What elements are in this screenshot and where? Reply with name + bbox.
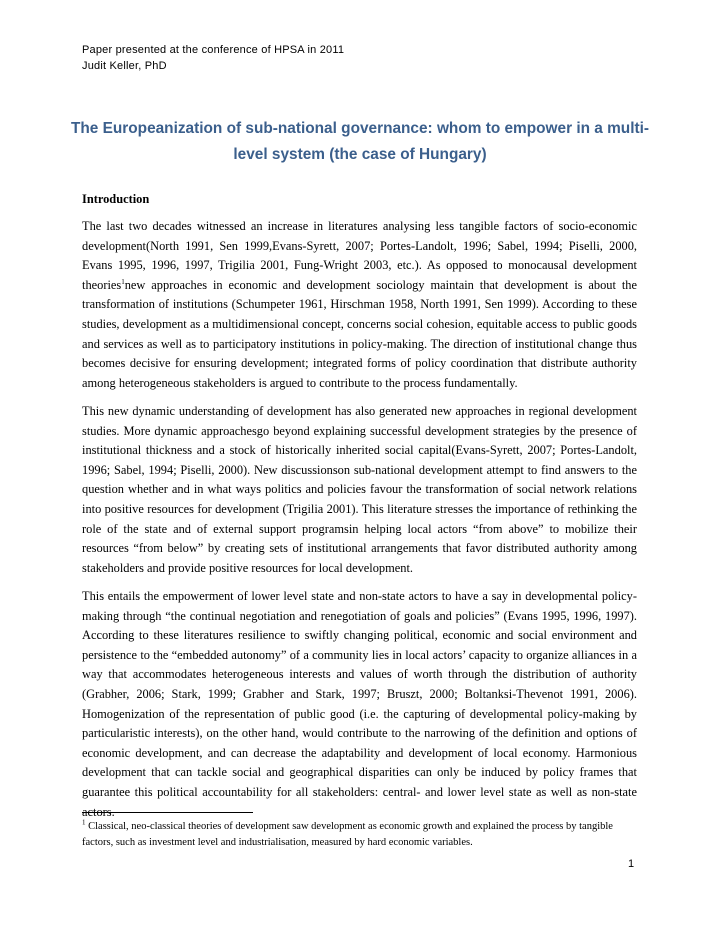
section-heading: Introduction bbox=[82, 192, 150, 206]
paragraph-3: This entails the empowerment of lower level state and non-state actors to have a say in developmental policy-making through “the continual negotiation and renegotiation of goals and policies” (Evans 1995, 1996, 1997). According to these literatures resilience to swiftly changing political, economic and social environment and persistence to the “embedded autonomy” of a community lies in local actors’ capacity to organize alliances in a way that accommodates heterogeneous interests and values of worth through the distribution of authority (Grabher, 2006; Stark, 1999; Grabher and Stark, 1997; Bruszt, 2000; Boltanksi-Thevenot 1991, 2006). Homogenization of the representation of public good (i.e. the capturing of developmental policy-making by particularistic interests), on the other hand, would contribute to the narrowing of the definition and options of economic development, and can decrease the adaptability and development of local economy. Harmonious development that can tackle social and geographical disparities can only be induced by policy frames that guarantee this political accountability for all stakeholders: central- and lower level state as well as non-state actors. bbox=[82, 589, 637, 819]
header-author-line: Judit Keller, PhD bbox=[82, 60, 167, 72]
paragraph-1-text-end: new approaches in economic and development sociology maintain that development is about the transformation of institutions (Schumpeter 1961, Hirschman 1958, North 1991, Sen 1999). According to these studies, development as a multidimensional concept, concerns social cohesion, equitable access to public goods and services as well as to participatory institutions in policy-making. The direction of institutional change thus becomes decisive for ensuring development; integrated forms of policy coordination that distribute authority among heterogeneous stakeholders is argued to contribute to the process fundamentally. bbox=[82, 277, 637, 390]
footnote-marker: 1 bbox=[82, 818, 86, 827]
running-header bbox=[82, 42, 344, 74]
footnote-separator bbox=[82, 812, 253, 813]
paragraph-1 bbox=[82, 217, 637, 393]
footnote-text: Classical, neo-classical theories of development saw development as economic growth and explained the process by tangible factors, such as investment level and industrialisation, measured by hard economic variables. bbox=[82, 821, 613, 848]
paper-title: The Europeanization of sub-national governance: whom to empower in a multi-level system (the case of Hungary) bbox=[70, 120, 650, 163]
page-number: 1 bbox=[628, 858, 635, 870]
paragraph-2: This new dynamic understanding of development has also generated new approaches in regional development studies. More dynamic approachesgo beyond explaining successful development strategies by the presence of institutional thickness and a stock of historically inherited social capital(Evans-Syrett, 2007; Portes-Landolt, 1996; Sabel, 1994; Piselli, 2000). New discussionson sub-national development attempt to find answers to the question whether and in what ways politics and policies favour the transformation of social network relations into positive resources for development (Trigilia 2001). This literature stresses the importance of rethinking the role of the state and of external support programsin helping local actors “from above” to mobilize their resources “from below” by creating sets of institutional arrangements that favor distributed authority among stakeholders and provide positive resources for local development. bbox=[82, 404, 637, 575]
footnote-reference[interactable]: 1 bbox=[121, 277, 125, 286]
header-conference-line: Paper presented at the conference of HPSA in 2011 bbox=[82, 44, 345, 56]
footnote bbox=[82, 819, 637, 851]
paragraph-1-text-start: The last two decades witnessed an increase in literatures analysing less tangible factors of socio-economic development(North 1991, Sen 1999,Evans-Syrett, 2007; Portes-Landolt, 1996; Sabel, 1994; Piselli, 2000, Evans 1995, 1996, 1997, Trigilia 2001, Fung-Wright 2003, etc.). As opposed to monocausal development theories bbox=[82, 219, 637, 292]
